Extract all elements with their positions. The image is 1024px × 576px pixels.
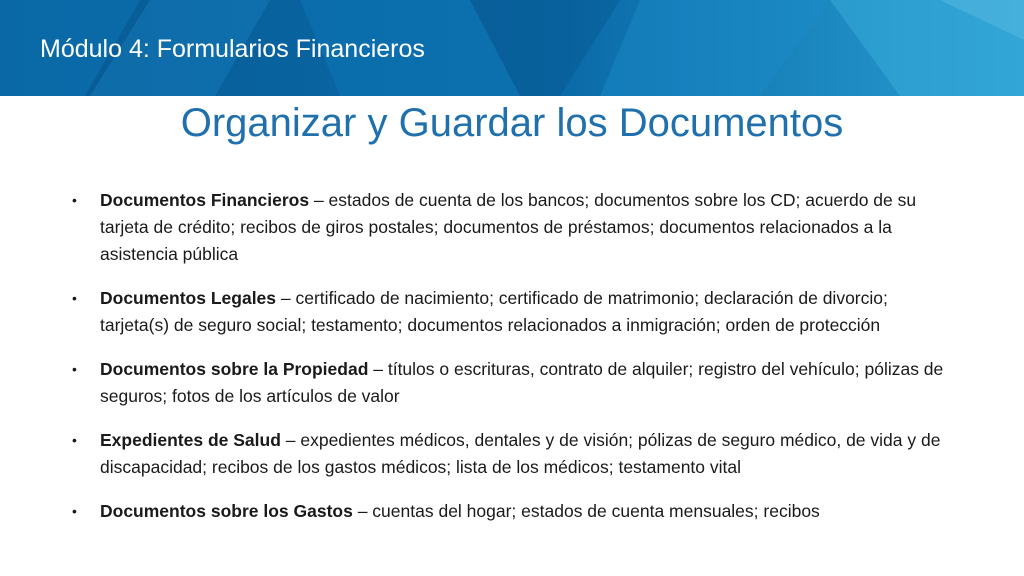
bullet-expense-documents <box>72 498 952 525</box>
bullet-dot: • <box>72 432 77 448</box>
bullet-term: Documentos Legales <box>100 288 277 308</box>
bullet-health-records <box>72 427 952 481</box>
bullet-financial-documents <box>72 187 952 268</box>
bullet-text: – expedientes médicos, dentales y de visión; pólizas de seguro médico, de vida y de discapacidad; recibos de los gastos médicos; lista de los médicos; testamento vital <box>100 430 941 477</box>
bullet-property-documents <box>72 356 952 410</box>
module-title: Módulo 4: Formularios Financieros <box>40 35 425 63</box>
bullet-dot: • <box>72 503 77 519</box>
header-banner <box>0 0 1024 96</box>
page-title: Organizar y Guardar los Documentos <box>180 101 844 145</box>
bullet-dot: • <box>72 192 77 208</box>
document-bullet-list <box>72 187 952 542</box>
bullet-term: Expedientes de Salud <box>100 430 281 450</box>
bullet-text: – títulos o escrituras, contrato de alquiler; registro del vehículo; pólizas de seguros; fotos de los artículos de valor <box>100 359 944 406</box>
bullet-text: – estados de cuenta de los bancos; documentos sobre los CD; acuerdo de su tarjeta de crédito; recibos de giros postales; documentos de préstamos; documentos relacionados a la asistencia pública <box>100 190 917 264</box>
bullet-text: – cuentas del hogar; estados de cuenta mensuales; recibos <box>352 501 820 521</box>
bullet-legal-documents <box>72 285 952 339</box>
bullet-term: Documentos Financieros <box>100 190 310 210</box>
bullet-dot: • <box>72 361 77 377</box>
bullet-dot: • <box>72 290 77 306</box>
bullet-text: – certificado de nacimiento; certificado de matrimonio; declaración de divorcio; tarjeta(s) de seguro social; testamento; documentos relacionados a inmigración; orden de protección <box>100 288 888 335</box>
bullet-term: Documentos sobre los Gastos <box>100 501 353 521</box>
bullet-term: Documentos sobre la Propiedad <box>100 359 369 379</box>
